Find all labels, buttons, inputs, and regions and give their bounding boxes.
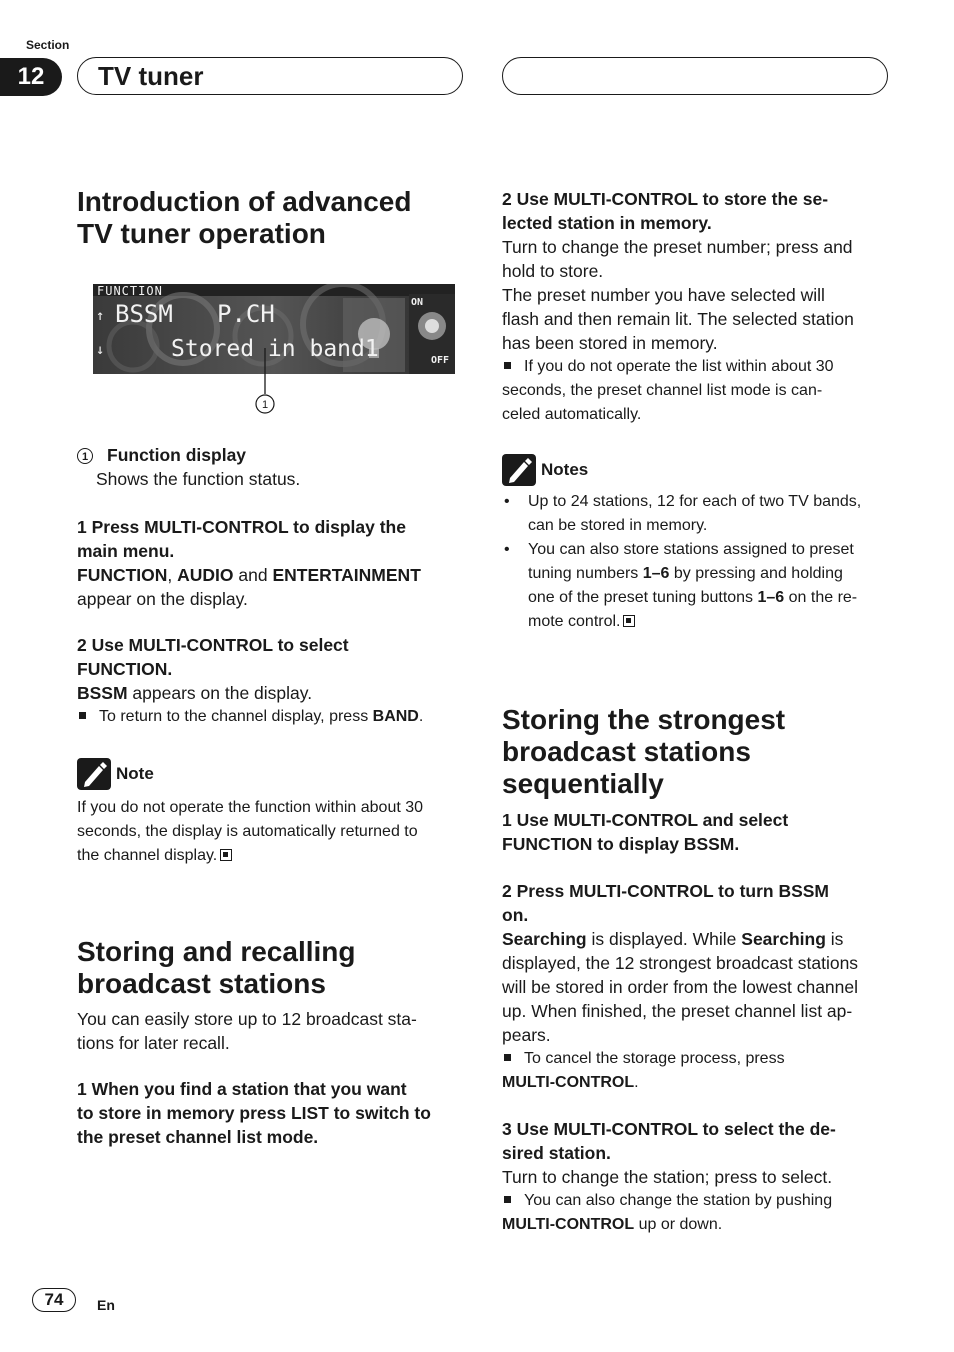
step-2-bullet-text: To return to the channel display, press: [99, 708, 373, 725]
store-step-2-p3: The preset number you have selected will: [502, 285, 825, 305]
store-step-2-p4: flash and then remain lit. The selected station: [502, 309, 854, 329]
display-line2: Stored in band1: [171, 336, 379, 362]
function-display-illustration: [93, 284, 455, 414]
bssm-heading-line2: broadcast stations: [502, 736, 751, 767]
store-intro-line2: tions for later recall.: [77, 1033, 230, 1053]
store-step-2-p5: has been stored in memory.: [502, 333, 718, 353]
bssm-step-2-line1: 2 Press MULTI-CONTROL to turn BSSM: [502, 881, 830, 901]
bssm-step-2-t1: is displayed. While: [586, 929, 742, 949]
step-2-title-line1: 2 Use MULTI-CONTROL to select: [77, 635, 349, 655]
bullet-square: [504, 362, 511, 369]
notes-2-line2b: 1–6: [642, 565, 670, 582]
display-function-label: FUNCTION: [97, 284, 163, 298]
notes-block: [502, 454, 902, 634]
bssm-step-3-bullet-2e: up or down.: [634, 1216, 723, 1233]
bullet-square: [504, 1196, 511, 1203]
notes-2-line4: mote control.: [528, 613, 621, 630]
bullet-dot: •: [504, 541, 510, 558]
notes-1-line1: Up to 24 stations, 12 for each of two TV bands,: [528, 493, 862, 510]
bssm-heading-line1: Storing the strongest: [502, 704, 786, 735]
store-step-1-line2: to store in memory press LIST to switch to: [77, 1103, 431, 1123]
note-label: Note: [116, 764, 154, 783]
step-1-title-line2: main menu.: [77, 541, 175, 561]
display-arrow-down: ↓: [96, 342, 105, 358]
notes-2-line2c: by pressing and holding: [669, 565, 843, 582]
store-heading-line1: Storing and recalling: [77, 936, 356, 967]
page-number: 74: [32, 1288, 76, 1312]
bssm-step-2-bullet-2b: MULTI-CONTROL: [502, 1074, 635, 1091]
display-line1-b: P.CH: [217, 300, 275, 328]
intro-heading-line1: Introduction of advanced: [77, 186, 412, 217]
store-step-2-p1: Turn to change the preset number; press and: [502, 237, 853, 257]
legend-description: Shows the function status.: [96, 469, 301, 489]
step-1-and: and: [233, 565, 273, 585]
bssm-step-2-p4: up. When finished, the preset channel list ap-: [502, 1001, 853, 1021]
bssm-step-2-searching-2: Searching: [741, 929, 826, 949]
store-intro-line1: You can easily store up to 12 broadcast sta-: [77, 1009, 417, 1029]
display-on-label: ON: [411, 297, 424, 308]
step-1-desc: appear on the display.: [77, 589, 248, 609]
store-step-2-bullet-3: celed automatically.: [502, 406, 642, 423]
bssm-step-2-searching-1: Searching: [502, 929, 587, 949]
step-1-sep: ,: [167, 565, 178, 585]
step-2-bullet-band: BAND: [372, 708, 419, 725]
end-mark-icon: [220, 849, 232, 861]
store-step-2: [502, 187, 902, 427]
bssm-heading-line3: sequentially: [502, 768, 664, 799]
step-1-title-line1: 1 Press MULTI-CONTROL to display the: [77, 517, 406, 537]
note-line2: seconds, the display is automatically returned to: [77, 823, 418, 840]
notes-1-line2: can be stored in memory.: [528, 517, 708, 534]
notes-2-line2a: tuning numbers: [528, 565, 643, 582]
step-2-title-line2: FUNCTION.: [77, 659, 173, 679]
step-2-bullet-end: .: [418, 708, 424, 725]
step-1: [77, 515, 477, 611]
bssm-step-2-t2: is: [825, 929, 844, 949]
store-step-1-line1: 1 When you find a station that you want: [77, 1079, 407, 1099]
end-mark-icon: [623, 615, 635, 627]
bssm-step-2-line2: on.: [502, 905, 529, 925]
function-display-legend: [77, 443, 477, 491]
display-off-label: OFF: [431, 355, 450, 366]
bssm-step-2: [502, 879, 902, 1095]
bullet-dot: •: [504, 493, 510, 510]
note-pencil-icon: [77, 758, 111, 790]
notes-2-line3b: 1–6: [757, 589, 785, 606]
store-step-2-p2: hold to store.: [502, 261, 604, 281]
store-step-2-title-line2: lected station in memory.: [502, 213, 712, 233]
notes-2-line3c: on the re-: [784, 589, 858, 606]
section-title: TV tuner: [98, 61, 204, 91]
bssm-step-3-bullet-1: You can also change the station by pushing: [524, 1192, 833, 1209]
store-step-2-title-line1: 2 Use MULTI-CONTROL to store the se-: [502, 189, 829, 209]
notes-2-line3a: one of the preset tuning buttons: [528, 589, 758, 606]
empty-header-tab: [502, 57, 888, 95]
intro-heading-line2: TV tuner operation: [77, 218, 326, 249]
legend-number: 1: [77, 448, 93, 464]
notes-pencil-icon: [502, 454, 536, 486]
step-2-desc: appears on the display.: [127, 683, 313, 703]
bullet-square: [504, 1054, 511, 1061]
step-1-entertainment: ENTERTAINMENT: [272, 565, 421, 585]
bssm-step-1-line2: FUNCTION to display BSSM.: [502, 834, 740, 854]
bssm-step-2-p2: displayed, the 12 strongest broadcast stations: [502, 953, 859, 973]
step-2: [77, 633, 477, 729]
bssm-step-1-line1: 1 Use MULTI-CONTROL and select: [502, 810, 789, 830]
display-callout-number: 1: [261, 399, 269, 411]
bssm-step-2-bullet-2e: .: [634, 1074, 639, 1091]
step-1-function: FUNCTION: [77, 565, 168, 585]
note-line1: If you do not operate the function within about 30: [77, 799, 424, 816]
language-label: En: [97, 1297, 115, 1313]
note-block: [77, 758, 477, 868]
display-arrow-up: ↑: [96, 308, 105, 324]
notes-label: Notes: [541, 460, 589, 479]
bssm-step-1: [502, 808, 902, 856]
section-number: 12: [0, 58, 62, 96]
note-line3: the channel display.: [77, 847, 218, 864]
bssm-step-3-line1: 3 Use MULTI-CONTROL to select the de-: [502, 1119, 836, 1139]
legend-title: Function display: [107, 445, 247, 465]
step-2-bssm: BSSM: [77, 683, 128, 703]
bssm-step-3-p1: Turn to change the station; press to select.: [502, 1167, 833, 1187]
display-line1-a: BSSM: [115, 300, 173, 328]
bssm-step-2-p3: will be stored in order from the lowest channel: [502, 977, 859, 997]
bullet-square: [79, 712, 86, 719]
store-step-2-bullet-2: seconds, the preset channel list mode is can-: [502, 382, 823, 399]
step-1-audio: AUDIO: [177, 565, 234, 585]
store-step-1: [77, 1077, 477, 1149]
store-heading-line2: broadcast stations: [77, 968, 326, 999]
store-step-2-bullet-1: If you do not operate the list within about 30: [524, 358, 834, 375]
bssm-step-2-bullet-1: To cancel the storage process, press: [524, 1050, 785, 1067]
bssm-step-3-bullet-2b: MULTI-CONTROL: [502, 1216, 635, 1233]
bssm-step-3: [502, 1117, 902, 1237]
bssm-step-3-line2: sired station.: [502, 1143, 611, 1163]
store-step-1-line3: the preset channel list mode.: [77, 1127, 319, 1147]
store-intro: [77, 1007, 477, 1055]
bssm-step-2-p5: pears.: [502, 1025, 551, 1045]
section-label: Section: [26, 38, 70, 52]
notes-2-line1: You can also store stations assigned to preset: [528, 541, 854, 558]
